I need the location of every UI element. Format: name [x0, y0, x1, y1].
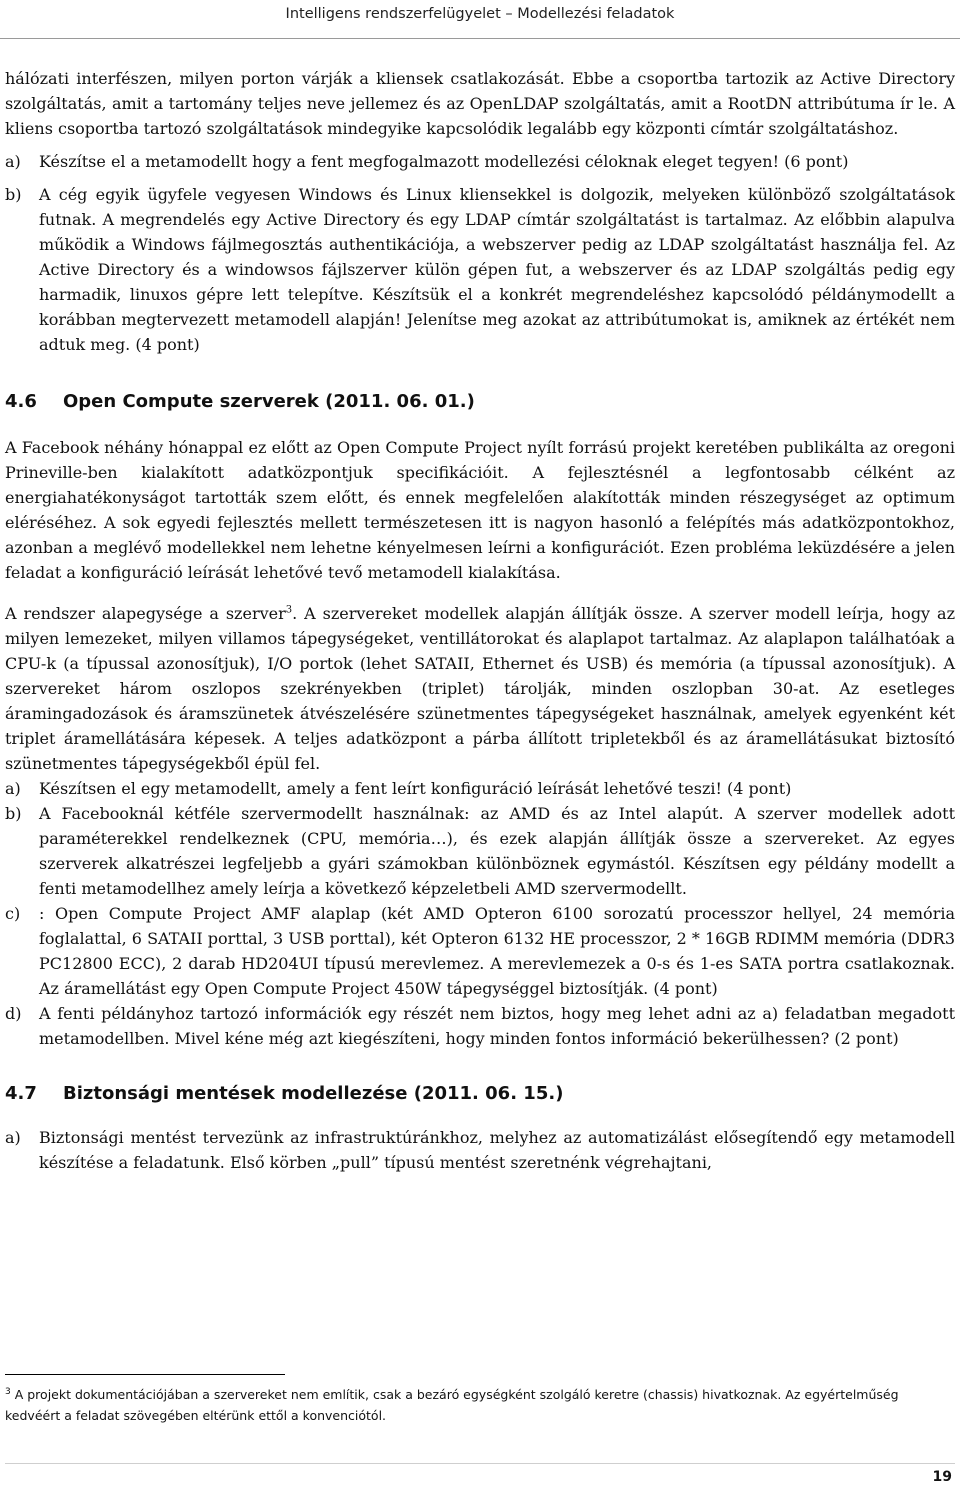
page-content: [5, 66, 955, 1175]
footnote-divider: [5, 1374, 285, 1375]
section-heading-4-6: [5, 389, 955, 415]
footnote-text: A projekt dokumentációjában a szervereket nem említik, csak a bezáró egységként szolgáló keretre (chassis) hivatkoznak. Az egyértelműség kedvéért a feladat szövegében eltérünk ettől a konvenciótól.: [5, 1387, 899, 1423]
task-text: Biztonsági mentést tervezünk az infrastruktúránkhoz, melyhez az automatizálást elősegítendő egy metamodell készítése a feladatunk. Első körben „pull” típusú mentést szeretnénk végrehajtani,: [39, 1128, 955, 1172]
task-4-6-b: [5, 801, 955, 901]
task-text: : Open Compute Project AMF alaplap (két AMD Opteron 6100 sorozatú processzor hellyel, 24 memória foglalattal, 6 SATAII porttal, 3 USB porttal), két Opteron 6132 HE processzor, 2 * 16GB RDIMM memória (DDR3 PC12800 ECC), 2 darab HD204UI típusú merevlemez. A merevlemezek a 0-s és 1-es SATA portra csatlakoznak. Az áramellátást egy Open Compute Project 450W tápegységgel biztosítják. (4 pont): [39, 904, 955, 998]
task-label: c): [5, 904, 21, 923]
page-number: 19: [932, 1469, 952, 1485]
task-4-6-c: [5, 901, 955, 1001]
task-4-6-a: [5, 776, 955, 801]
footnote-marker: 3: [5, 1386, 11, 1397]
paragraph-text: . A szervereket modellek alapján állítják össze. A szerver modell leírja, hogy az milyen lemezeket, milyen villamos tápegységeket, ventillátorokat és alaplapot tartalmaz. Az alaplapon találhatóak a CPU-k (a típussal azonosítjuk), I/O portok (lehet SATAII, Ethernet és USB) és memória (a típussal azonosítjuk). A szervereket három oszlopos szekrényekben (triplet) tárolják, minden oszlopban 30-at. Az esetleges áramingadozások és áramszünetek átvészelésére szünetmentes tápegységeket használnak, amelyek egyenként két triplet áramellátására képesek. A teljes adatközpont a párba állított tripletekből és az áramellátásukat biztosító szünetmentes tápegységekből épül fel.: [5, 604, 955, 773]
intro-paragraph: hálózati interfészen, milyen porton várják a kliensek csatlakozását. Ebbe a csoportba tartozik az Active Directory szolgáltatás, amit a tartomány teljes neve jellemez és az OpenLDAP szolgáltatás, amit a RootDN attribútuma ír le. A kliens csoportba tartozó szolgáltatások mindegyike kapcsolódik legalább egy központi címtár szolgáltatáshoz.: [5, 69, 955, 138]
task-text: Készítsen el egy metamodellt, amely a fent leírt konfiguráció leírását lehetővé teszi! (4 pont): [39, 779, 792, 798]
task-text: A cég egyik ügyfele vegyesen Windows és Linux kliensekkel is dolgozik, melyeken különböző szolgáltatások futnak. A megrendelés egy Active Directory és egy LDAP címtár szolgáltatást is tartalmaz. Az előbbin alapulva működik a Windows fájlmegosztás authentikációja, a webszerver pedig az LDAP szolgáltatást használja fel. Az Active Directory és a windowsos fájlszerver külön gépen fut, a webszerver és az LDAP szolgáltás pedig egy harmadik, linuxos gépre lett telepítve. Készítsük el a konkrét megrendeléshez kapcsolódó példánymodellt a korábban megtervezett metamodell alapján! Jelenítse meg azokat az attribútumokat is, amiknek az értékét nem adtuk meg. (4 pont): [39, 185, 955, 354]
task-4-7-a: [5, 1125, 955, 1175]
page-header: [0, 0, 960, 38]
section-4-6-paragraph-2: [5, 601, 955, 776]
task-label: a): [5, 779, 21, 798]
task-4-5-a: [5, 149, 955, 174]
task-label: a): [5, 152, 21, 171]
paragraph-text: A rendszer alapegysége a szerver: [5, 604, 286, 623]
task-text: A fenti példányhoz tartozó információk egy részét nem biztos, hogy meg lehet adni az a) feladatban megadott metamodellben. Mivel kéne még azt kiegészíteni, hogy minden fontos információ bekerülhessen? (2 pont): [39, 1004, 955, 1048]
header-title: Intelligens rendszerfelügyelet – Modellezési feladatok: [285, 6, 675, 22]
task-label: b): [5, 804, 22, 823]
section-4-6-paragraph-1: A Facebook néhány hónappal ez előtt az Open Compute Project nyílt forrású projekt keretében publikálta az oregoni Prineville-ben kialakított adatközpontjuk specifikációit. A fejlesztésnél a legfontosabb célként az energiahatékonyságot tartották szem előtt, és ennek megfelelően alakították minden részegységet az optimum eléréséhez. A sok egyedi fejlesztés mellett természetesen itt is nagyon hasonló a felépítés más adatközpontokhoz, azonban a meglévő modellekkel nem lehetne kényelmesen leírni a konfigurációt. Ezen probléma leküzdésére a jelen feladat a konfiguráció leírását lehetővé tevő metamodell kialakítása.: [5, 438, 955, 582]
task-text: A Facebooknál kétféle szervermodellt használnak: az AMD és az Intel alapút. A szerver modellek adott paraméterekkel rendelkeznek (CPU, memória…), és ezek alapján állítják össze a szervereket. Az egyes szerverek alkatrészei legfeljebb a gyári számokban különböznek egymástól. Készítsen egy példány modellt a fenti metamodellhez amely leírja a következő képzeletbeli AMD szervermodellt.: [39, 804, 955, 898]
footnote: [5, 1384, 935, 1426]
task-label: a): [5, 1128, 21, 1147]
task-label: b): [5, 185, 22, 204]
section-title: Biztonsági mentések modellezése (2011. 06. 15.): [63, 1083, 564, 1104]
task-4-5-b: [5, 182, 955, 357]
section-title: Open Compute szerverek (2011. 06. 01.): [63, 391, 475, 412]
task-label: d): [5, 1004, 22, 1023]
task-text: Készítse el a metamodellt hogy a fent megfogalmazott modellezési céloknak eleget tegyen! (6 pont): [39, 152, 849, 171]
footnote-reference: 3: [285, 604, 293, 616]
header-divider: [0, 38, 960, 39]
section-heading-4-7: [5, 1081, 955, 1107]
section-number: 4.7: [5, 1083, 37, 1104]
footer-divider: [5, 1463, 955, 1464]
task-4-6-d: [5, 1001, 955, 1051]
section-number: 4.6: [5, 391, 37, 412]
